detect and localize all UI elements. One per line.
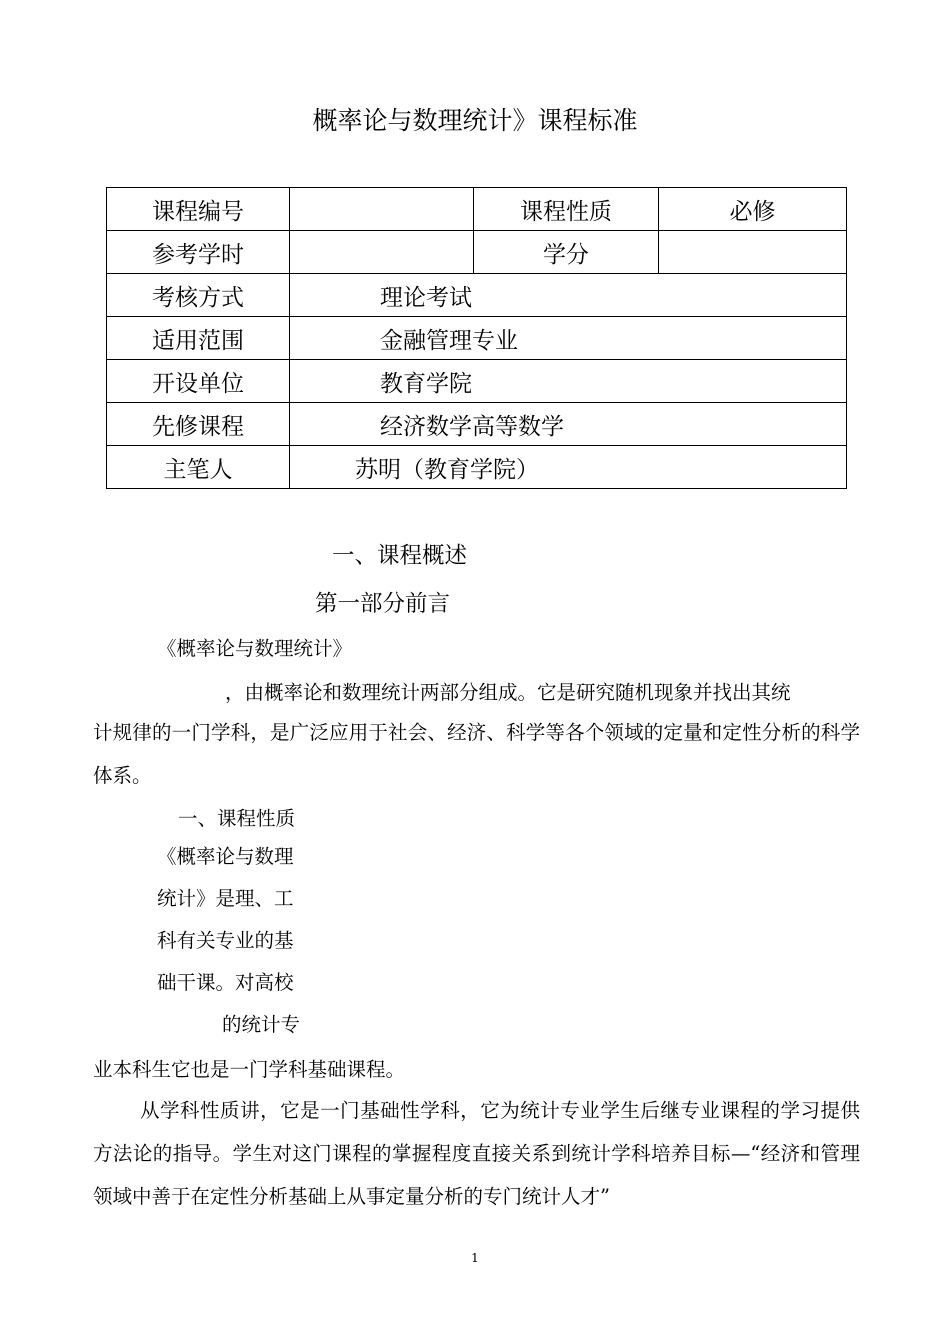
column-line: 统计》是理、工 [157,887,294,910]
prereq-value: 经济数学高等数学 [290,403,847,446]
column-line: 的统计专 [222,1013,301,1036]
table-row [107,231,847,274]
offering-unit-label: 开设单位 [107,360,290,403]
credit-label: 学分 [474,231,659,274]
credit-value [659,231,847,274]
column-line: 科有关专业的基 [157,929,294,952]
course-nature-value: 必修 [659,188,847,231]
course-nature-tail: 业本科生它也是一门学科基础课程。 [93,1058,406,1081]
ref-hours-value [290,231,474,274]
table-row [107,403,847,446]
intro-line-1: ，由概率论和数理统计两部分组成。它是研究随机现象并找出其统 [225,681,791,704]
page-number: 1 [471,1251,479,1265]
author-label: 主笔人 [107,446,290,489]
course-name-line: 《概率论与数理统计》 [157,637,353,660]
ref-hours-label: 参考学时 [107,231,290,274]
table-row [107,274,847,317]
scope-label: 适用范围 [107,317,290,360]
course-nature-label: 课程性质 [474,188,659,231]
exam-method-value: 理论考试 [290,274,847,317]
offering-unit-value: 教育学院 [290,360,847,403]
intro-paragraph-rest: 计规律的一门学科，是广泛应用于社会、经济、科学等各个领域的定量和定性分析的科学体系。 [93,721,860,787]
document-title: 概率论与数理统计》课程标准 [312,106,638,135]
prereq-label: 先修课程 [107,403,290,446]
course-code-value [290,188,474,231]
exam-method-label: 考核方式 [107,274,290,317]
table-row [107,446,847,489]
course-code-label: 课程编号 [107,188,290,231]
section-heading: 一、课程概述 [332,543,468,569]
table-row [107,360,847,403]
column-line: 础干课。对高校 [157,971,294,994]
discipline-paragraph: 从学科性质讲，它是一门基础性学科，它为统计专业学生后继专业课程的学习提供方法论的指导。学生对这门课程的掌握程度直接关系到统计学科培养目标—“经济和管理领域中善于在定性分析基础上从事定量分析的专门统计人才” [93,1099,860,1208]
table-row [107,317,847,360]
scope-value: 金融管理专业 [290,317,847,360]
course-nature-heading: 一、课程性质 [178,807,296,830]
column-line: 《概率论与数理 [157,845,294,868]
course-info-table [106,187,847,489]
table-row [107,188,847,231]
author-value: 苏明（教育学院） [290,446,847,489]
subsection-heading: 第一部分前言 [315,591,451,617]
course-nature-column [157,836,310,1046]
